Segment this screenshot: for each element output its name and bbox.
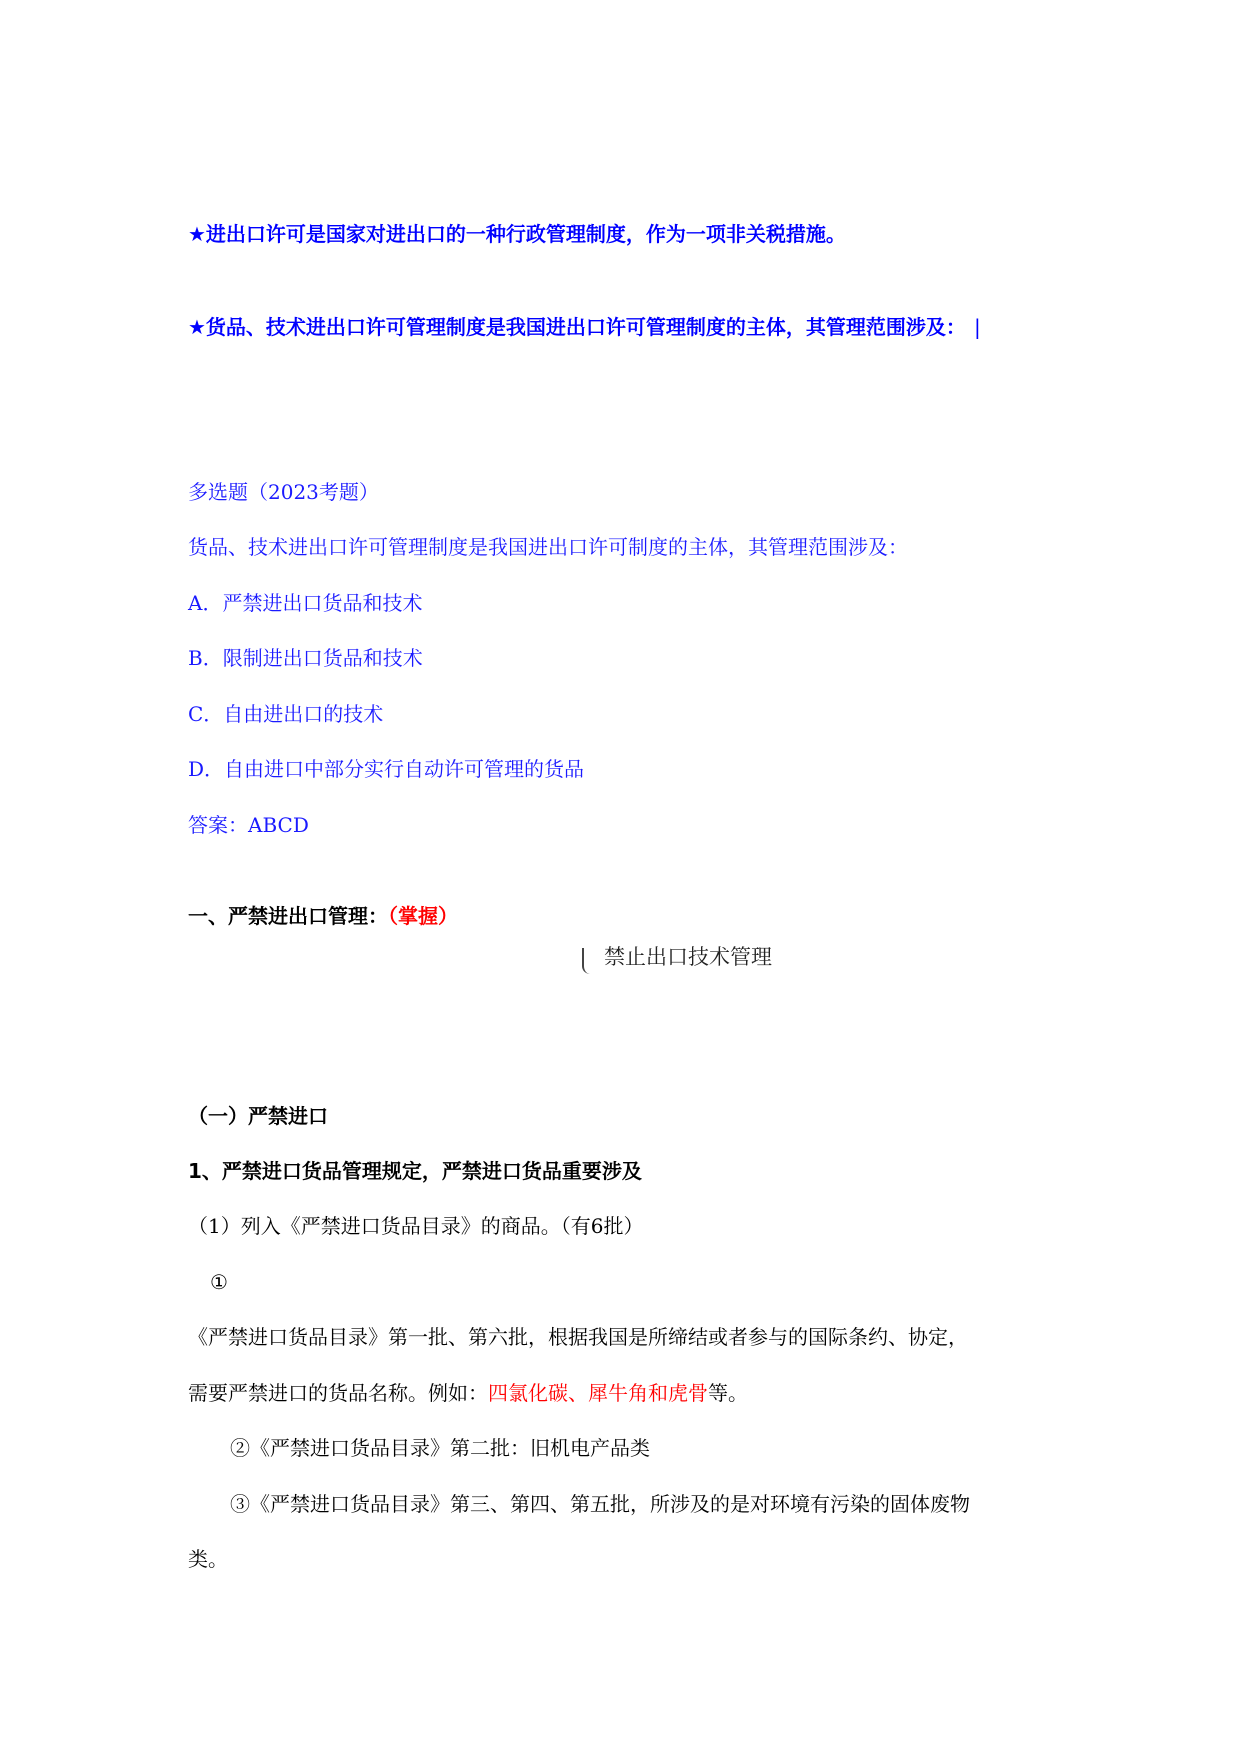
section-heading <box>188 902 458 930</box>
example-items: 四氯化碳、犀牛角和虎骨 <box>488 1381 708 1405</box>
item-heading: 1、严禁进口货品管理规定，严禁进口货品重要涉及 <box>188 1159 642 1183</box>
subsection-heading: （一）严禁进口 <box>188 1104 328 1128</box>
question-type: 多选题（2023考题） <box>188 480 379 504</box>
point-1: （1）列入《严禁进口货品目录》的商品。（有6批） <box>188 1214 644 1238</box>
paragraph-1-line-2 <box>188 1379 748 1407</box>
mastery-tag: （掌握） <box>388 904 458 928</box>
paragraph-1-prefix: 需要严禁进口的货品名称。例如： <box>188 1381 488 1405</box>
option-d: D．自由进口中部分实行自动许可管理的货品 <box>188 757 585 781</box>
paragraph-1-suffix: 等。 <box>708 1381 748 1405</box>
brace-icon <box>582 948 590 974</box>
paragraph-3-line-1: ③《严禁进口货品目录》第三、第四、第五批，所涉及的是对环境有污染的固体废物 <box>230 1492 970 1516</box>
diagram-fragment-label: 禁止出口技术管理 <box>604 945 772 969</box>
note-text: ★货品、技术进出口许可管理制度是我国进出口许可管理制度的主体，其管理范围涉及： <box>188 315 966 339</box>
option-a: A．严禁进出口货品和技术 <box>188 591 423 615</box>
diagram-fragment <box>582 943 772 974</box>
option-c: C．自由进出口的技术 <box>188 702 384 726</box>
option-b: B．限制进出口货品和技术 <box>188 646 423 670</box>
section-heading-text: 一、严禁进出口管理： <box>188 904 388 928</box>
paragraph-3-line-2: 类。 <box>188 1547 228 1571</box>
circle-marker-1: ① <box>210 1270 228 1294</box>
paragraph-1-line-1: 《严禁进口货品目录》第一批、第六批，根据我国是所缔结或者参与的国际条约、协定， <box>188 1325 968 1349</box>
paragraph-2: ②《严禁进口货品目录》第二批：旧机电产品类 <box>230 1436 650 1460</box>
note-nontariff-measure <box>188 220 846 248</box>
text-cursor: | <box>973 315 981 339</box>
note-text: ★进出口许可是国家对进出口的一种行政管理制度，作为一项非关税措施。 <box>188 222 846 246</box>
answer: 答案：ABCD <box>188 813 309 837</box>
question-stem: 货品、技术进出口许可管理制度是我国进出口许可制度的主体，其管理范围涉及： <box>188 535 908 559</box>
note-management-scope <box>188 313 981 341</box>
